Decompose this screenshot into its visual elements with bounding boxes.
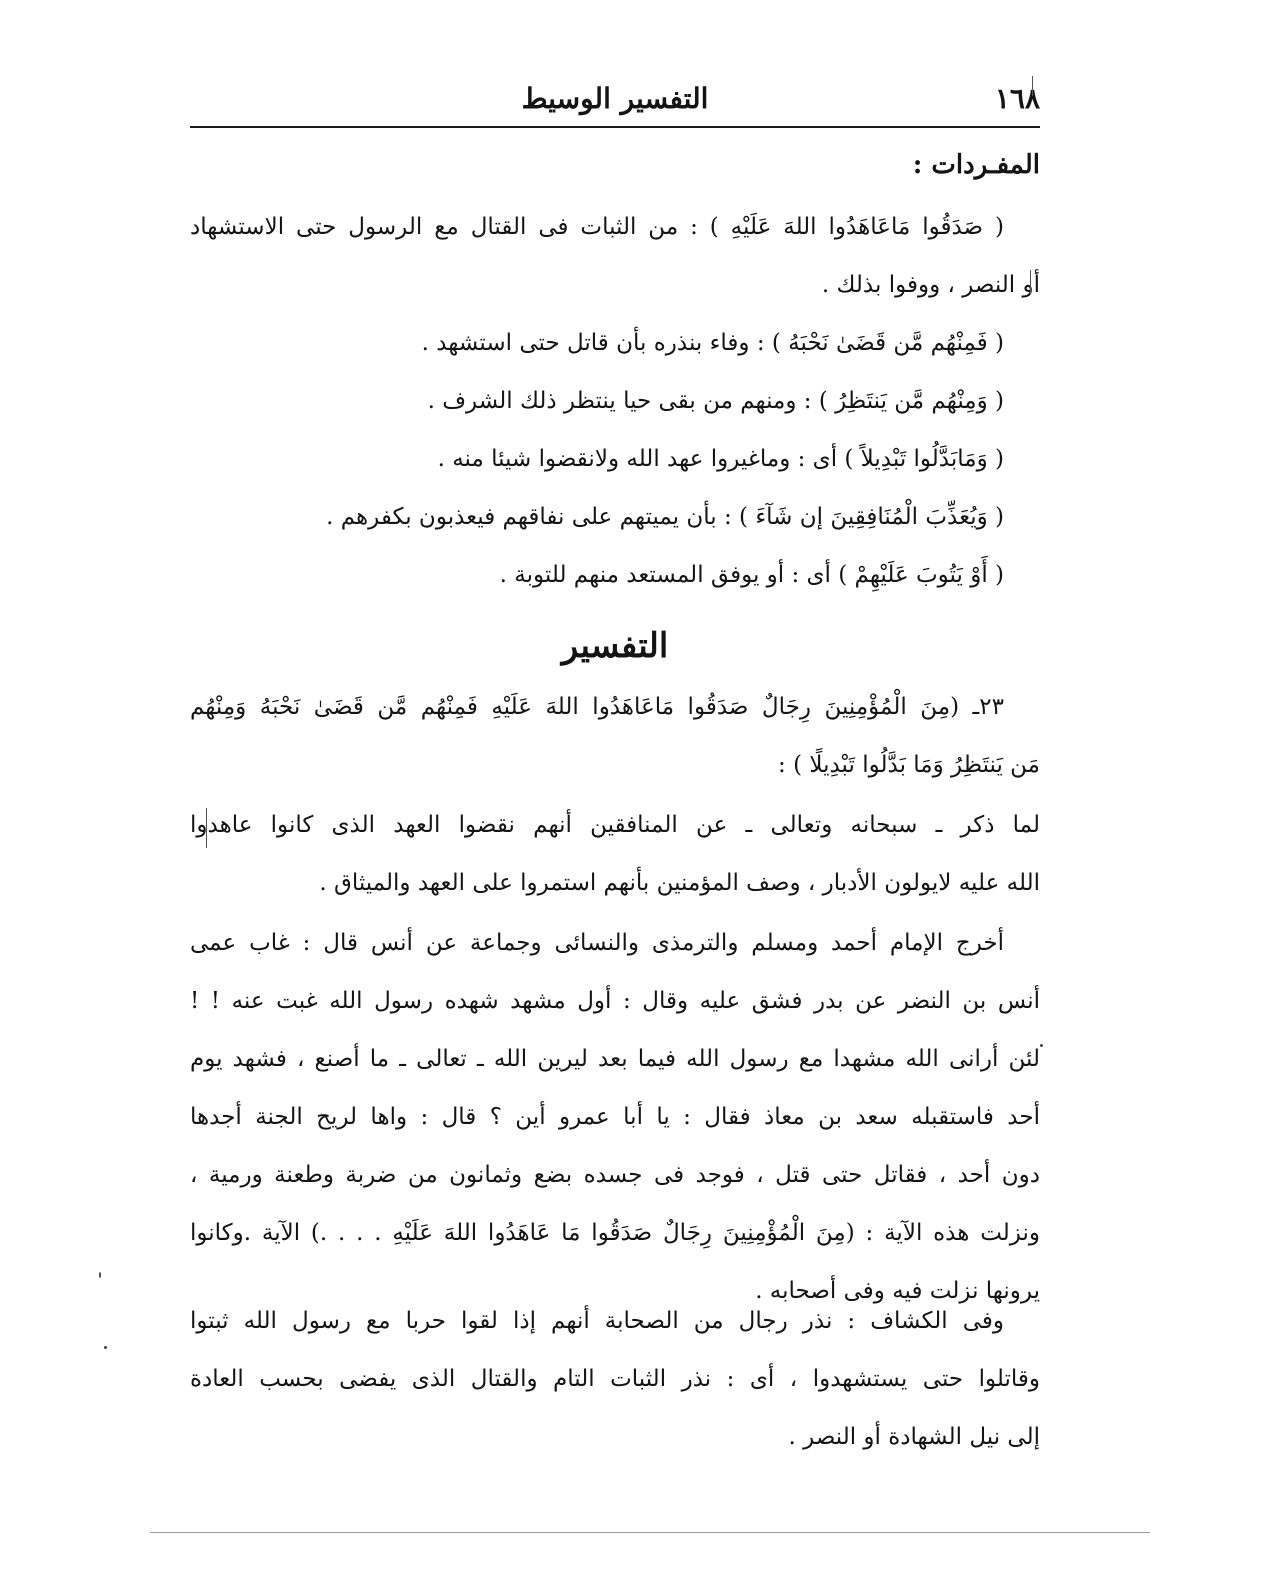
paragraph-line: وقاتلوا حتى يستشهدوا ، أى : نذر الثبات التام والقتال الذى يفضى بحسب العادة bbox=[190, 1366, 1040, 1392]
paragraph-line: يرونها نزلت فيه وفى أصحابه . bbox=[755, 1278, 1040, 1304]
paragraph-line: أنس بن النضر عن بدر فشق عليه وقال : أول مشهد شهده رسول الله غبت عنه ! ! bbox=[190, 988, 1040, 1014]
paragraph-line: الله عليه لايولون الأدبار ، وصف المؤمنين بأنهم استمروا على العهد والميثاق . bbox=[319, 870, 1040, 896]
verse-block bbox=[190, 678, 1040, 794]
vocabulary-definitions bbox=[190, 198, 1040, 604]
scan-bottom-edge bbox=[150, 1532, 1150, 1533]
paragraph-line: أحد فاستقبله سعد بن معاذ فقال : يا أبا عمرو أين ؟ قال : واها لريح الجنة أجدها bbox=[190, 1104, 1040, 1130]
verse-line: مَن يَنتَظِرُ وَمَا بَدَّلُوا تَبْدِيلًا ) : bbox=[778, 752, 1040, 778]
paragraph-line: لما ذكر ـ سبحانه وتعالى ـ عن المنافقين أنهم نقضوا العهد الذى كانوا عاهدوا bbox=[190, 812, 1040, 838]
header-rule bbox=[190, 126, 1040, 128]
vocabulary-line: ( وَمِنْهُم مَّن يَنتَظِرُ ) : ومنهم من بقى حيا ينتظر ذلك الشرف . bbox=[427, 388, 1004, 414]
tafsir-heading: التفسير bbox=[561, 626, 669, 666]
scan-speck bbox=[104, 1346, 107, 1349]
scan-speck bbox=[1040, 1044, 1043, 1047]
paragraph-line: لئن أرانى الله مشهدا مع رسول الله فيما بعد ليرين الله ـ تعالى ـ ما أصنع ، فشهد يوم bbox=[190, 1046, 1040, 1072]
paragraph-1 bbox=[190, 796, 1040, 912]
paragraph-line: أخرج الإمام أحمد ومسلم والترمذى والنسائى وجماعة عن أنس قال : غاب عمى bbox=[190, 930, 1004, 956]
page-number: ١٦٨ bbox=[994, 82, 1040, 115]
scan-margin-mark bbox=[1032, 76, 1033, 96]
vocabulary-line: ( صَدَقُوا مَاعَاهَدُوا اللهَ عَلَيْهِ ) : من الثبات فى القتال مع الرسول حتى الاستشهاد bbox=[190, 214, 1004, 240]
scan-margin-mark bbox=[1030, 270, 1031, 294]
vocabulary-line: ( فَمِنْهُم مَّن قَضَىٰ نَحْبَهُ ) : وفاء بنذره بأن قاتل حتى استشهد . bbox=[421, 330, 1004, 356]
vocabulary-line: ( وَيُعَذِّبَ الْمُنَافِقِينَ إن شَآءَ ) : بأن يميتهم على نفاقهم فيعذبون بكفرهم . bbox=[326, 504, 1004, 530]
page-header bbox=[190, 80, 1040, 124]
vocabulary-heading: المفـردات : bbox=[912, 150, 1040, 180]
paragraph-line: ونزلت هذه الآية : (مِنَ الْمُؤْمِنِينَ رِجَالٌ صَدَقُوا مَا عَاهَدُوا اللهَ عَلَيْهِ . . . .) الآية .وكانوا bbox=[190, 1220, 1040, 1246]
scan-speck bbox=[99, 1272, 101, 1278]
paragraph-3 bbox=[190, 1292, 1040, 1466]
paragraph-2 bbox=[190, 914, 1040, 1320]
verse-line: ٢٣ـ (مِنَ الْمُؤْمِنِينَ رِجَالٌ صَدَقُوا مَاعَاهَدُوا اللهَ عَلَيْهِ فَمِنْهُم مَّن قَضَىٰ نَحْبَهُ وَمِنْهُم bbox=[190, 694, 1004, 720]
vocabulary-line: ( وَمَابَدَّلُوا تَبْدِيلاً ) أى : وماغيروا عهد الله ولانقضوا شيئا منه . bbox=[437, 446, 1004, 472]
vocabulary-line: أو النصر ، ووفوا بذلك . bbox=[821, 272, 1040, 298]
paragraph-line: دون أحد ، فقاتل حتى قتل ، فوجد فى جسده بضع وثمانون من ضربة وطعنة ورمية ، bbox=[190, 1162, 1040, 1188]
vocabulary-line: ( أَوْ يَتُوبَ عَلَيْهِمْ ) أى : أو يوفق المستعد منهم للتوبة . bbox=[499, 562, 1004, 588]
paragraph-line: وفى الكشاف : نذر رجال من الصحابة أنهم إذا لقوا حربا مع رسول الله ثبتوا bbox=[190, 1308, 1004, 1334]
running-title: التفسير الوسيط bbox=[521, 82, 709, 115]
paragraph-line: إلى نيل الشهادة أو النصر . bbox=[788, 1424, 1040, 1450]
scan-margin-mark bbox=[206, 808, 207, 848]
